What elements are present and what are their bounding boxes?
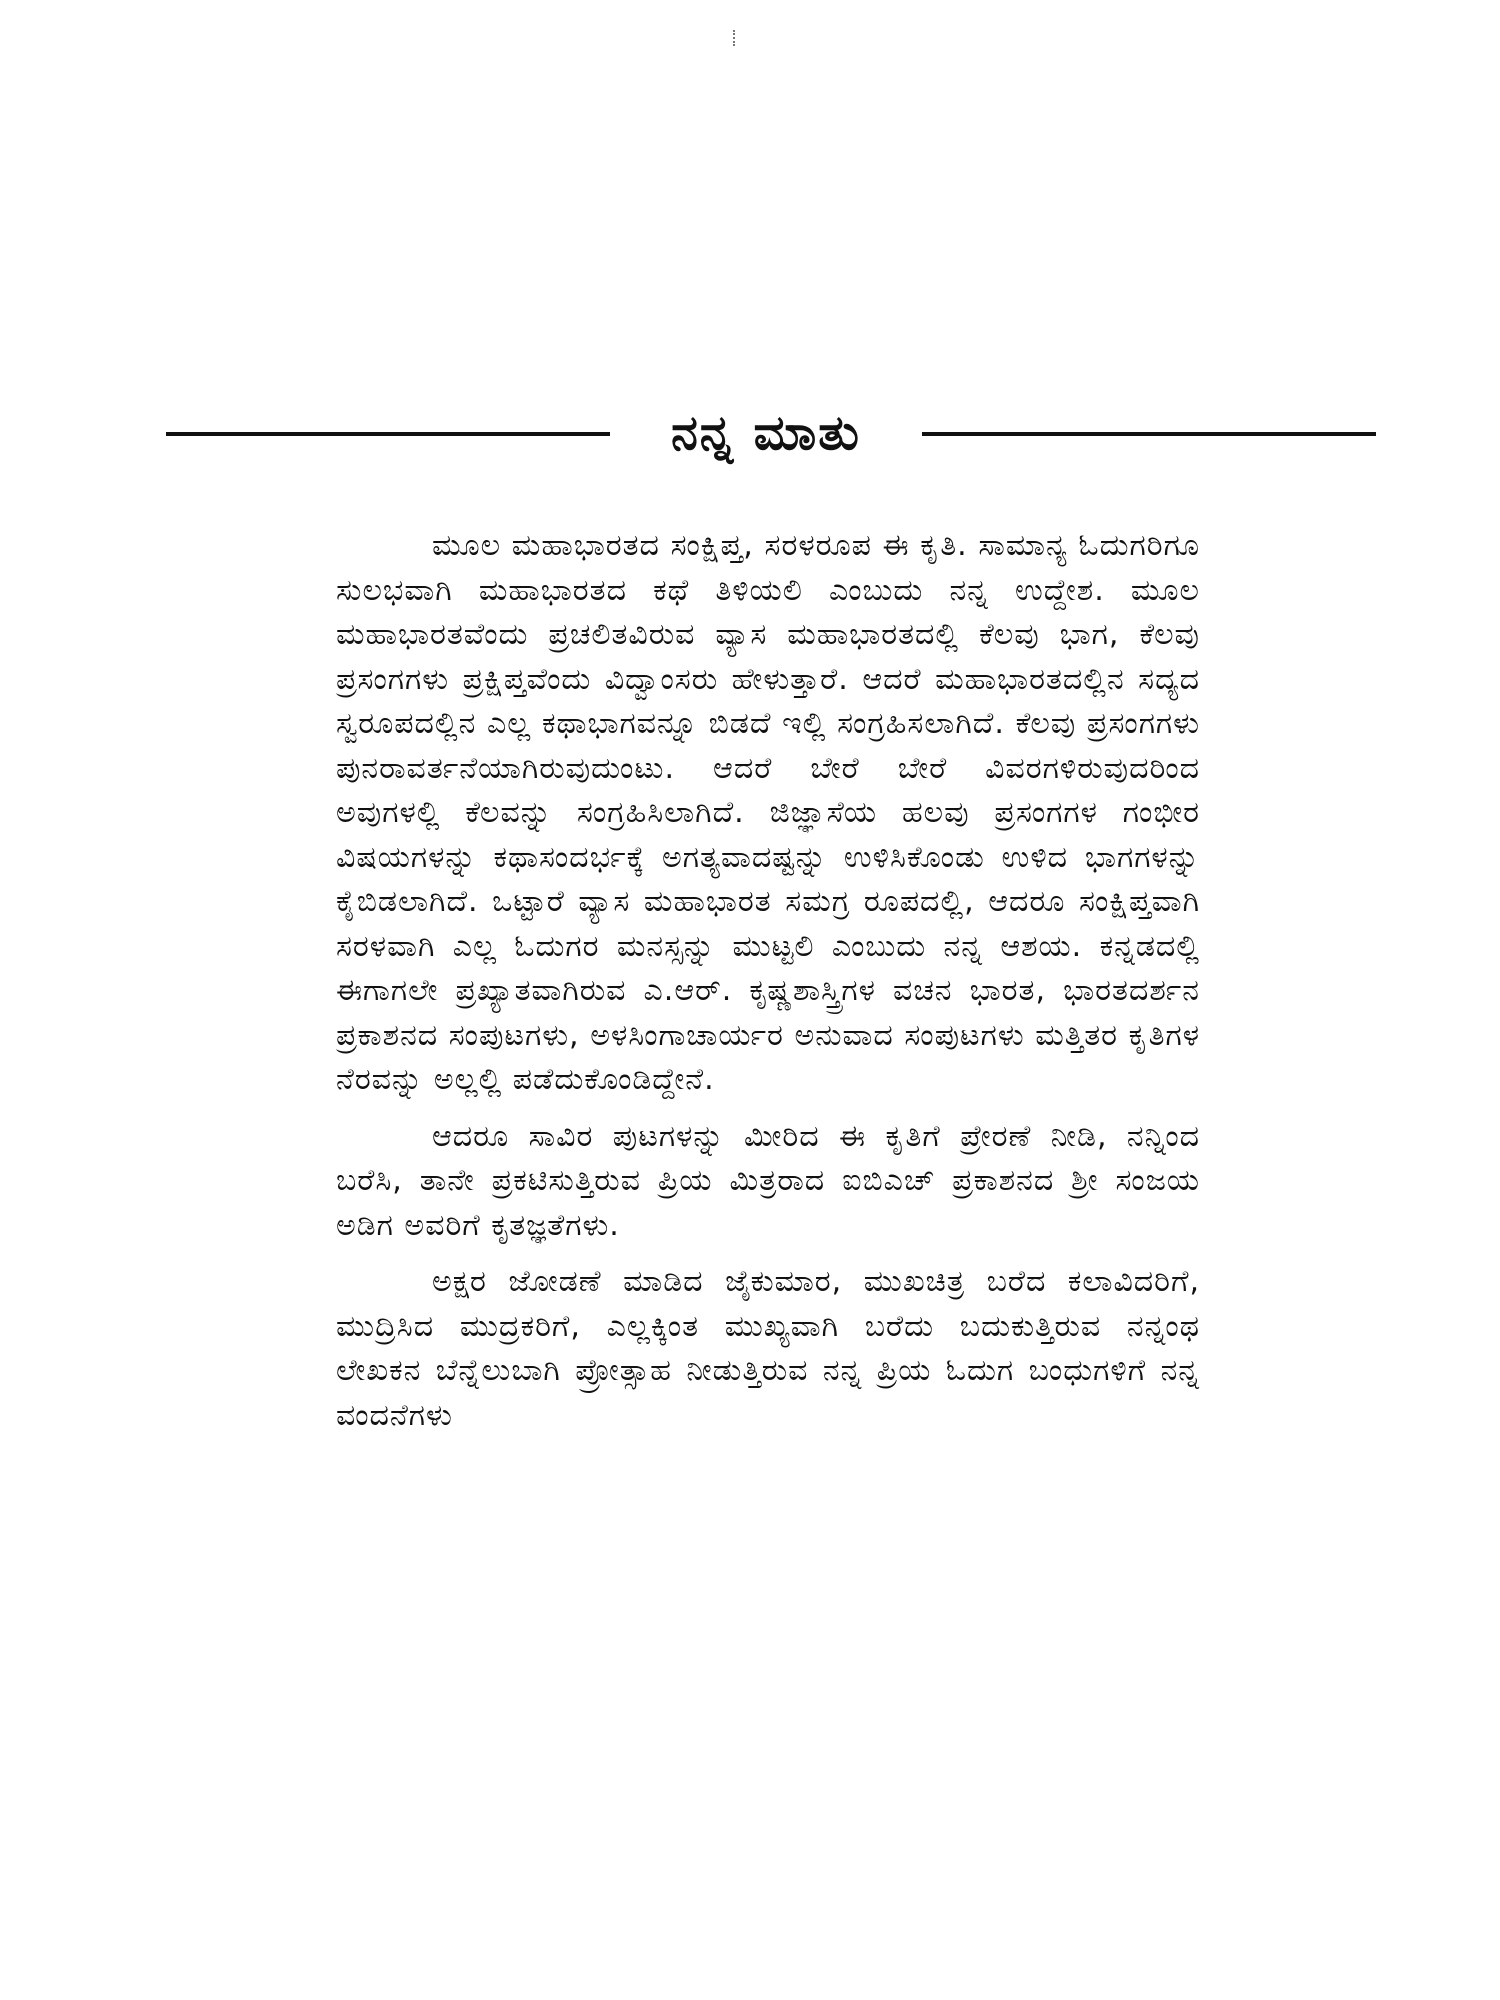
paragraph-publisher-thanks: ಆದರೂ ಸಾವಿರ ಪುಟಗಳನ್ನು ಮೀರಿದ ಈ ಕೃತಿಗೆ ಪ್ರೇರಣೆ ನೀಡಿ, ನನ್ನಿಂದ ಬರೆಸಿ, ತಾನೇ ಪ್ರಕಟಿಸುತ್ತಿರುವ ಪ್ರಿಯ ಮಿತ್ರರಾದ ಐಬಿಎಚ್ ಪ್ರಕಾಶನದ ಶ್ರೀ ಸಂಜಯ ಅಡಿಗ ಅವರಿಗೆ ಕೃತಜ್ಞತೆಗಳು. — [336, 1118, 1200, 1243]
scan-speck — [733, 30, 737, 46]
right-heading-rule — [922, 432, 1376, 436]
left-heading-rule — [166, 432, 610, 436]
paragraph-acknowledgements: ಅಕ್ಷರ ಜೋಡಣೆ ಮಾಡಿದ ಜೈಕುಮಾರ, ಮುಖಚಿತ್ರ ಬರೆದ ಕಲಾವಿದರಿಗೆ, ಮುದ್ರಿಸಿದ ಮುದ್ರಕರಿಗೆ, ಎಲ್ಲಕ್ಕಿಂತ ಮುಖ್ಯವಾಗಿ ಬರೆದು ಬದುಕುತ್ತಿರುವ ನನ್ನಂಥ ಲೇಖಕನ ಬೆನ್ನೆಲುಬಾಗಿ ಪ್ರೋತ್ಸಾಹ ನೀಡುತ್ತಿರುವ ನನ್ನ ಪ್ರಿಯ ಓದುಗ ಬಂಧುಗಳಿಗೆ ನನ್ನ ವಂದನೆಗಳು — [336, 1264, 1200, 1433]
page-title: ನನ್ನ ಮಾತು — [671, 405, 861, 461]
heading-row — [166, 398, 1376, 468]
preface-body — [336, 524, 1200, 1450]
paragraph-intro: ಮೂಲ ಮಹಾಭಾರತದ ಸಂಕ್ಷಿಪ್ತ, ಸರಳರೂಪ ಈ ಕೃತಿ. ಸಾಮಾನ್ಯ ಓದುಗರಿಗೂ ಸುಲಭವಾಗಿ ಮಹಾಭಾರತದ ಕಥೆ ತಿಳಿಯಲಿ ಎಂಬುದು ನನ್ನ ಉದ್ದೇಶ. ಮೂಲ ಮಹಾಭಾರತವೆಂದು ಪ್ರಚಲಿತವಿರುವ ವ್ಯಾಸ ಮಹಾಭಾರತದಲ್ಲಿ ಕೆಲವು ಭಾಗ, ಕೆಲವು ಪ್ರಸಂಗಗಳು ಪ್ರಕ್ಷಿಪ್ತವೆಂದು ವಿದ್ವಾಂಸರು ಹೇಳುತ್ತಾರೆ. ಆದರೆ ಮಹಾಭಾರತದಲ್ಲಿನ ಸದ್ಯದ ಸ್ವರೂಪದಲ್ಲಿನ ಎಲ್ಲ ಕಥಾಭಾಗವನ್ನೂ ಬಿಡದೆ ಇಲ್ಲಿ ಸಂಗ್ರಹಿಸಲಾಗಿದೆ. ಕೆಲವು ಪ್ರಸಂಗಗಳು ಪುನರಾವರ್ತನೆಯಾಗಿರುವುದುಂಟು. ಆದರೆ ಬೇರೆ ಬೇರೆ ವಿವರಗಳಿರುವುದರಿಂದ ಅವುಗಳಲ್ಲಿ ಕೆಲವನ್ನು ಸಂಗ್ರಹಿಸಿಲಾಗಿದೆ. ಜಿಜ್ಞಾಸೆಯ ಹಲವು ಪ್ರಸಂಗಗಳ ಗಂಭೀರ ವಿಷಯಗಳನ್ನು ಕಥಾಸಂದರ್ಭಕ್ಕೆ ಅಗತ್ಯವಾದಷ್ಟನ್ನು ಉಳಿಸಿಕೊಂಡು ಉಳಿದ ಭಾಗಗಳನ್ನು ಕೈಬಿಡಲಾಗಿದೆ. ಒಟ್ಟಾರೆ ವ್ಯಾಸ ಮಹಾಭಾರತ ಸಮಗ್ರ ರೂಪದಲ್ಲಿ, ಆದರೂ ಸಂಕ್ಷಿಪ್ತವಾಗಿ ಸರಳವಾಗಿ ಎಲ್ಲ ಓದುಗರ ಮನಸ್ಸನ್ನು ಮುಟ್ಟಲಿ ಎಂಬುದು ನನ್ನ ಆಶಯ. ಕನ್ನಡದಲ್ಲಿ ಈಗಾಗಲೇ ಪ್ರಖ್ಯಾತವಾಗಿರುವ ಎ.ಆರ್. ಕೃಷ್ಣಶಾಸ್ತ್ರಿಗಳ ವಚನ ಭಾರತ, ಭಾರತದರ್ಶನ ಪ್ರಕಾಶನದ ಸಂಪುಟಗಳು, ಅಳಸಿಂಗಾಚಾರ್ಯರ ಅನುವಾದ ಸಂಪುಟಗಳು ಮತ್ತಿತರ ಕೃತಿಗಳ ನೆರವನ್ನು ಅಲ್ಲಲ್ಲಿ ಪಡೆದುಕೊಂಡಿದ್ದೇನೆ. — [336, 528, 1200, 1097]
